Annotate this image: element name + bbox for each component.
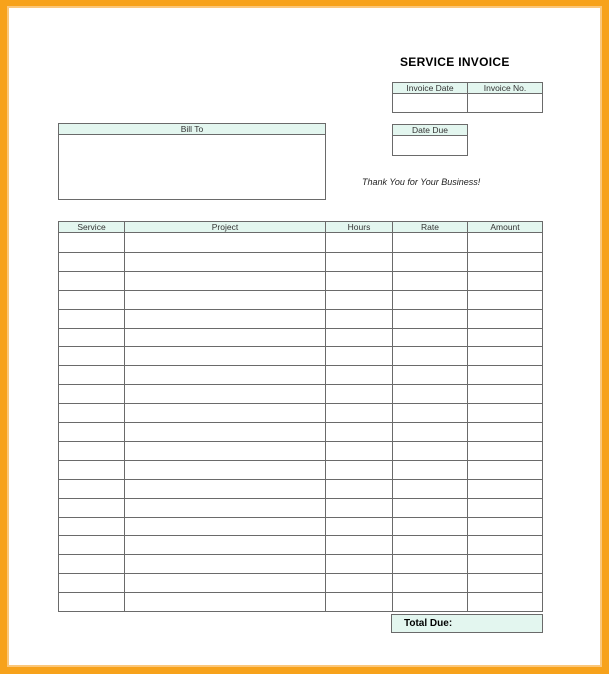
line-item-hours-cell[interactable]: [325, 422, 393, 442]
line-item-service-cell[interactable]: [58, 517, 125, 536]
line-item-amount-cell[interactable]: [467, 384, 543, 404]
invoice-no-header: Invoice No.: [467, 82, 543, 94]
line-item-amount-cell[interactable]: [467, 535, 543, 555]
line-item-rate-cell[interactable]: [392, 422, 468, 442]
line-item-project-cell[interactable]: [124, 441, 326, 461]
line-item-hours-cell[interactable]: [325, 554, 393, 574]
line-item-project-cell[interactable]: [124, 346, 326, 366]
line-item-project-cell[interactable]: [124, 479, 326, 499]
line-item-service-cell[interactable]: [58, 479, 125, 499]
line-item-rate-cell[interactable]: [392, 252, 468, 272]
line-item-amount-cell[interactable]: [467, 498, 543, 518]
line-item-rate-cell[interactable]: [392, 479, 468, 499]
line-item-amount-cell[interactable]: [467, 346, 543, 366]
line-item-rate-cell[interactable]: [392, 517, 468, 536]
line-item-rate-cell[interactable]: [392, 403, 468, 423]
line-item-service-cell[interactable]: [58, 309, 125, 329]
line-item-project-cell[interactable]: [124, 517, 326, 536]
line-item-service-cell[interactable]: [58, 498, 125, 518]
line-item-amount-cell[interactable]: [467, 554, 543, 574]
line-item-project-cell[interactable]: [124, 271, 326, 291]
invoice-date-header: Invoice Date: [392, 82, 468, 94]
line-item-rate-cell[interactable]: [392, 309, 468, 329]
line-item-hours-cell[interactable]: [325, 403, 393, 423]
line-item-service-cell[interactable]: [58, 573, 125, 593]
line-item-amount-cell[interactable]: [467, 309, 543, 329]
line-item-amount-cell[interactable]: [467, 573, 543, 593]
line-item-hours-cell[interactable]: [325, 460, 393, 480]
invoice-no-field[interactable]: [467, 94, 543, 113]
line-item-amount-cell[interactable]: [467, 290, 543, 310]
line-item-service-cell[interactable]: [58, 233, 125, 253]
col-header-amount: Amount: [467, 221, 543, 233]
line-item-hours-cell[interactable]: [325, 479, 393, 499]
line-item-service-cell[interactable]: [58, 460, 125, 480]
line-item-project-cell[interactable]: [124, 460, 326, 480]
line-item-amount-cell[interactable]: [467, 328, 543, 347]
line-item-project-cell[interactable]: [124, 290, 326, 310]
line-item-rate-cell[interactable]: [392, 498, 468, 518]
line-item-project-cell[interactable]: [124, 328, 326, 347]
line-item-rate-cell[interactable]: [392, 573, 468, 593]
line-item-hours-cell[interactable]: [325, 309, 393, 329]
line-item-amount-cell[interactable]: [467, 365, 543, 385]
line-item-rate-cell[interactable]: [392, 384, 468, 404]
line-item-service-cell[interactable]: [58, 384, 125, 404]
line-item-amount-cell[interactable]: [467, 592, 543, 612]
line-item-rate-cell[interactable]: [392, 592, 468, 612]
total-due-label: Total Due:: [391, 614, 543, 633]
date-due-field[interactable]: [392, 136, 468, 156]
line-item-amount-cell[interactable]: [467, 271, 543, 291]
line-item-project-cell[interactable]: [124, 252, 326, 272]
line-item-rate-cell[interactable]: [392, 271, 468, 291]
line-item-service-cell[interactable]: [58, 290, 125, 310]
line-item-hours-cell[interactable]: [325, 441, 393, 461]
line-item-service-cell[interactable]: [58, 422, 125, 442]
col-header-service: Service: [58, 221, 125, 233]
line-item-project-cell[interactable]: [124, 233, 326, 253]
line-item-project-cell[interactable]: [124, 403, 326, 423]
line-item-hours-cell[interactable]: [325, 592, 393, 612]
line-item-project-cell[interactable]: [124, 535, 326, 555]
line-item-amount-cell[interactable]: [467, 233, 543, 253]
line-item-amount-cell[interactable]: [467, 422, 543, 442]
line-item-service-cell[interactable]: [58, 252, 125, 272]
line-item-hours-cell[interactable]: [325, 271, 393, 291]
line-item-hours-cell[interactable]: [325, 328, 393, 347]
line-item-hours-cell[interactable]: [325, 573, 393, 593]
line-item-project-cell[interactable]: [124, 384, 326, 404]
line-item-amount-cell[interactable]: [467, 403, 543, 423]
line-item-project-cell[interactable]: [124, 309, 326, 329]
line-item-amount-cell[interactable]: [467, 460, 543, 480]
line-item-service-cell[interactable]: [58, 365, 125, 385]
invoice-date-field[interactable]: [392, 94, 468, 113]
line-item-project-cell[interactable]: [124, 422, 326, 442]
bill-to-header: Bill To: [58, 123, 326, 135]
line-item-rate-cell[interactable]: [392, 290, 468, 310]
bill-to-field[interactable]: [58, 135, 326, 200]
line-item-amount-cell[interactable]: [467, 252, 543, 272]
line-item-hours-cell[interactable]: [325, 384, 393, 404]
col-header-hours: Hours: [325, 221, 393, 233]
line-item-amount-cell[interactable]: [467, 441, 543, 461]
line-item-rate-cell[interactable]: [392, 233, 468, 253]
line-item-service-cell[interactable]: [58, 441, 125, 461]
line-item-hours-cell[interactable]: [325, 233, 393, 253]
line-item-service-cell[interactable]: [58, 271, 125, 291]
line-item-hours-cell[interactable]: [325, 346, 393, 366]
line-item-rate-cell[interactable]: [392, 346, 468, 366]
line-item-rate-cell[interactable]: [392, 365, 468, 385]
line-item-amount-cell[interactable]: [467, 517, 543, 536]
line-item-project-cell[interactable]: [124, 365, 326, 385]
col-header-project: Project: [124, 221, 326, 233]
invoice-title: SERVICE INVOICE: [400, 55, 510, 69]
line-item-hours-cell[interactable]: [325, 535, 393, 555]
line-item-service-cell[interactable]: [58, 403, 125, 423]
line-item-rate-cell[interactable]: [392, 460, 468, 480]
line-item-hours-cell[interactable]: [325, 365, 393, 385]
line-item-rate-cell[interactable]: [392, 535, 468, 555]
line-item-service-cell[interactable]: [58, 535, 125, 555]
line-item-project-cell[interactable]: [124, 554, 326, 574]
line-item-project-cell[interactable]: [124, 573, 326, 593]
line-item-hours-cell[interactable]: [325, 252, 393, 272]
thank-you-note: Thank You for Your Business!: [362, 177, 481, 187]
col-header-rate: Rate: [392, 221, 468, 233]
line-item-rate-cell[interactable]: [392, 328, 468, 347]
line-item-project-cell[interactable]: [124, 592, 326, 612]
line-item-service-cell[interactable]: [58, 554, 125, 574]
line-item-service-cell[interactable]: [58, 346, 125, 366]
line-item-project-cell[interactable]: [124, 498, 326, 518]
line-item-hours-cell[interactable]: [325, 498, 393, 518]
line-item-hours-cell[interactable]: [325, 290, 393, 310]
line-item-service-cell[interactable]: [58, 592, 125, 612]
date-due-header: Date Due: [392, 124, 468, 136]
line-item-amount-cell[interactable]: [467, 479, 543, 499]
line-item-service-cell[interactable]: [58, 328, 125, 347]
line-item-hours-cell[interactable]: [325, 517, 393, 536]
line-item-rate-cell[interactable]: [392, 554, 468, 574]
line-item-rate-cell[interactable]: [392, 441, 468, 461]
